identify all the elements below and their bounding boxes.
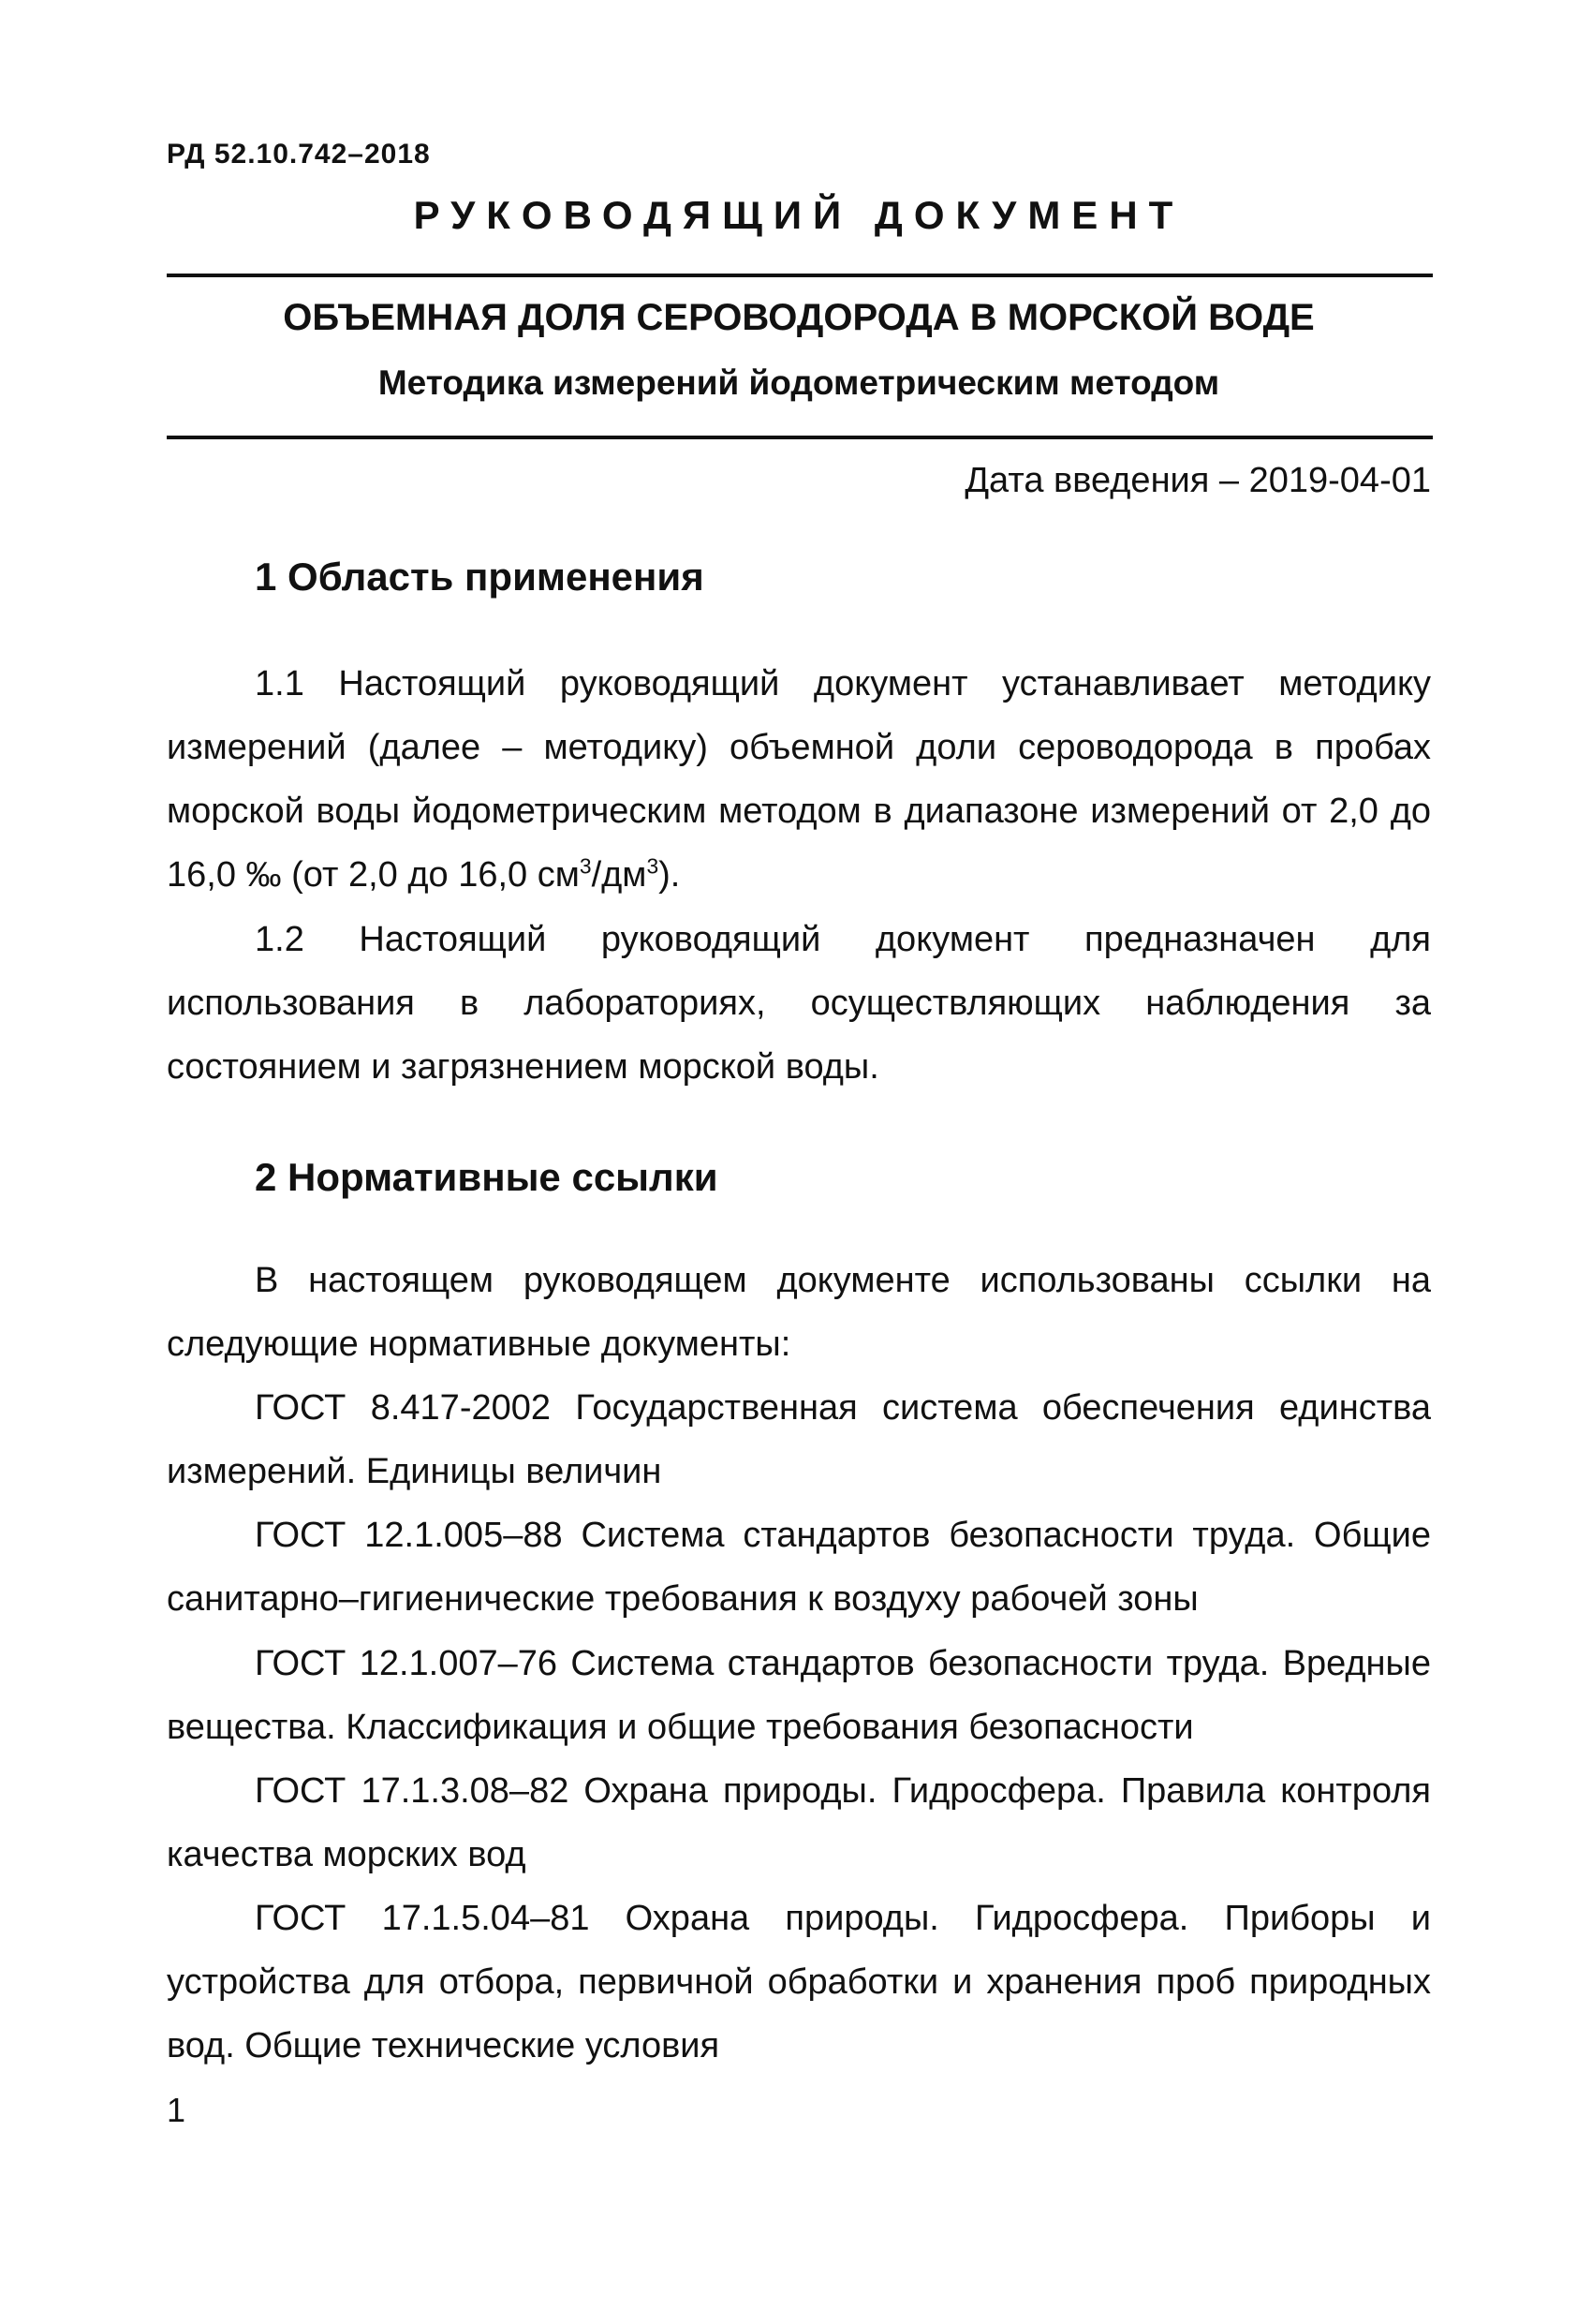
section-2-heading: 2 Нормативные ссылки	[255, 1155, 718, 1199]
section-2-intro: В настоящем руководящем документе использованы ссылки на следующие нормативные документы:	[167, 1261, 1431, 1364]
introduction-date: Дата введения – 2019-04-01	[965, 461, 1431, 500]
document-title: ОБЪЕМНАЯ ДОЛЯ СЕРОВОДОРОДА В МОРСКОЙ ВОДЕ	[283, 297, 1315, 338]
superscript-cm3: 3	[579, 853, 592, 879]
paragraph-1-1-end: ).	[658, 855, 681, 895]
document-kind: РУКОВОДЯЩИЙ ДОКУМЕНТ	[413, 193, 1185, 237]
top-divider	[167, 274, 1433, 277]
reference-item: ГОСТ 17.1.5.04–81 Охрана природы. Гидросфера. Приборы и устройства для отбора, первичной обработки и хранения проб природных вод. Общие технические условия	[167, 1899, 1431, 2065]
paragraph-1-1	[167, 652, 1431, 907]
document-code: РД 52.10.742–2018	[167, 139, 431, 170]
section-1-heading: 1 Область применения	[255, 555, 704, 599]
page-number: 1	[167, 2091, 186, 2129]
paragraph-1-2: 1.2 Настоящий руководящий документ предназначен для использования в лабораториях, осуществляющих наблюдения за состоянием и загрязнением морской воды.	[167, 920, 1431, 1087]
reference-item: ГОСТ 12.1.007–76 Система стандартов безопасности труда. Вредные вещества. Классификация и общие требования безопасности	[167, 1644, 1431, 1747]
reference-item: ГОСТ 12.1.005–88 Система стандартов безопасности труда. Общие санитарно–гигиенические требования к воздуху рабочей зоны	[167, 1516, 1431, 1619]
paragraph-1-1-main: 1.1 Настоящий руководящий документ устанавливает методику измерений (далее – методику) объемной доли сероводорода в пробах морской воды йодометрическим методом в диапазоне измерений от 2,0 до 16,0 ‰ (от 2,0 до 16,0 см	[167, 664, 1431, 895]
document-subtitle: Методика измерений йодометрическим методом	[377, 363, 1220, 402]
paragraph-1-1-unit: /дм	[591, 855, 647, 895]
title-divider	[167, 436, 1433, 439]
superscript-dm3: 3	[646, 853, 659, 879]
reference-item: ГОСТ 8.417-2002 Государственная система обеспечения единства измерений. Единицы величин	[167, 1388, 1431, 1491]
reference-item: ГОСТ 17.1.3.08–82 Охрана природы. Гидросфера. Правила контроля качества морских вод	[167, 1771, 1431, 1874]
